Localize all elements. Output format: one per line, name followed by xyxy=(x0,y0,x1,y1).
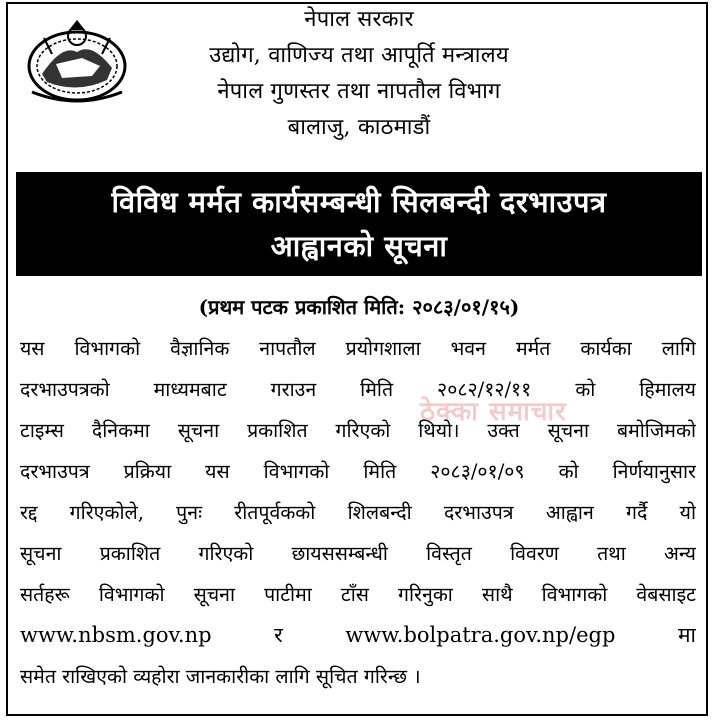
header-ministry: उद्योग, वाणिज्य तथा आपूर्ति मन्त्रालय xyxy=(209,43,509,68)
body-line: दरभाउपत्रको माध्यमबाट गराउन मिति २०८२/१२/११ को हिमालय xyxy=(20,378,696,401)
notice-title-line-2: आह्वानको सूचना xyxy=(270,229,448,263)
publication-date: (प्रथम पटक प्रकाशित मिति: २०८३/०१/१५) xyxy=(198,295,520,319)
watermark: ठेक्का समाचार xyxy=(420,397,567,427)
body-line: रद्द गरिएकोले, पुनः रीतपूर्वकको शिलबन्दी दरभाउपत्र आह्वान गर्दै यो xyxy=(20,501,696,524)
header-department: नेपाल गुणस्तर तथा नापतौल विभाग xyxy=(217,79,501,104)
letterhead xyxy=(0,2,718,146)
body-line: यस विभागको वैज्ञानिक नापतौल प्रयोगशाला भवन मर्मत कार्यका लागि xyxy=(20,337,696,360)
header-address: बालाजु, काठमाडौं xyxy=(287,115,431,140)
notice-title-line-1: विविध मर्मत कार्यसम्बन्धी सिलबन्दी दरभाउपत्र xyxy=(111,185,607,219)
notice-title-banner xyxy=(16,172,702,276)
notice-body xyxy=(20,328,696,697)
body-line: दरभाउपत्र प्रक्रिया यस विभागको मिति २०८३/०१/०९ को निर्णयानुसार xyxy=(20,460,696,483)
header-government: नेपाल सरकार xyxy=(304,7,414,32)
body-line: सर्तहरू विभागको सूचना पाटीमा टाँस गरिनुका साथै विभागको वेबसाइट xyxy=(20,583,696,606)
body-line: टाइम्स दैनिकमा सूचना प्रकाशित गरिएको थियो। उक्त सूचना बमोजिमको xyxy=(20,419,696,442)
body-line: सूचना प्रकाशित गरिएको छायससम्बन्धी विस्तृत विवरण तथा अन्य xyxy=(20,542,696,565)
body-line: समेत राखिएको व्यहोरा जानकारीका लागि सूचित गरिन्छ । xyxy=(20,665,421,688)
body-line-websites: www.nbsm.gov.np र www.bolpatra.gov.np/egp मा xyxy=(20,623,696,647)
